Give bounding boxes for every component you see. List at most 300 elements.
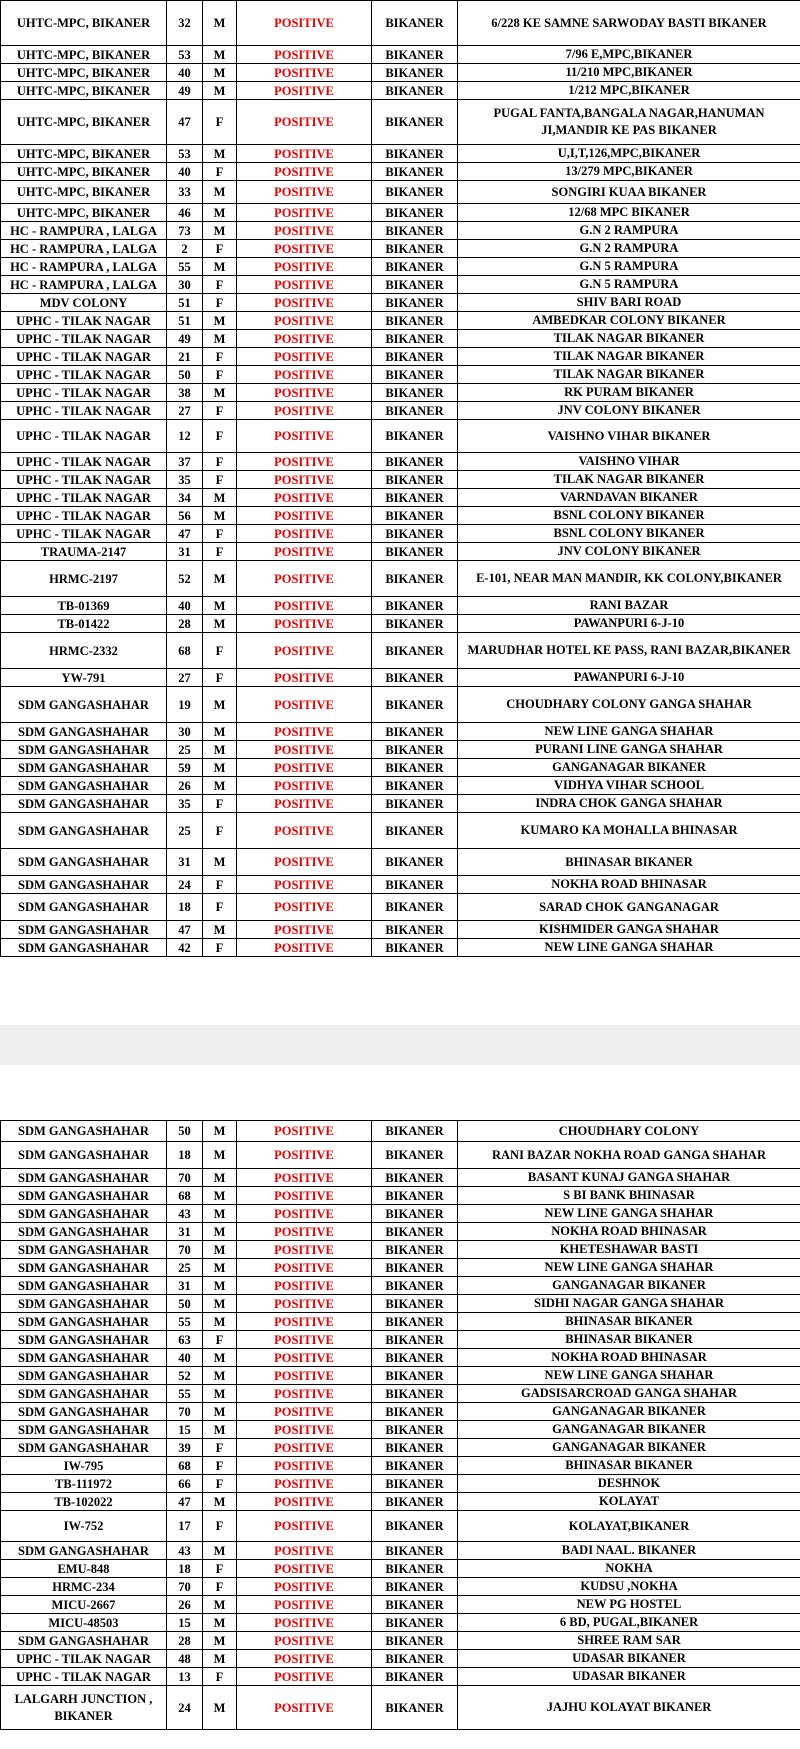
cell-sex: M bbox=[203, 1187, 237, 1205]
cell-address: GADSISARCROAD GANGA SHAHAR bbox=[458, 1385, 800, 1403]
cell-result: POSITIVE bbox=[237, 348, 372, 366]
cell-result: POSITIVE bbox=[237, 1457, 372, 1475]
cell-age: 2 bbox=[167, 240, 203, 258]
cell-age: 37 bbox=[167, 453, 203, 471]
cell-facility: UHTC-MPC, BIKANER bbox=[1, 181, 167, 204]
cell-age: 31 bbox=[167, 543, 203, 561]
cell-result: POSITIVE bbox=[237, 46, 372, 64]
cell-sex: M bbox=[203, 1686, 237, 1730]
cell-age: 34 bbox=[167, 489, 203, 507]
cell-result: POSITIVE bbox=[237, 384, 372, 402]
cell-age: 31 bbox=[167, 1223, 203, 1241]
cell-sex: F bbox=[203, 669, 237, 687]
cell-result: POSITIVE bbox=[237, 366, 372, 384]
cell-address: G.N 5 RAMPURA bbox=[458, 258, 800, 276]
cell-sex: F bbox=[203, 633, 237, 669]
cell-address: GANGANAGAR BIKANER bbox=[458, 1439, 800, 1457]
cell-facility: SDM GANGASHAHAR bbox=[1, 921, 167, 939]
cell-district: BIKANER bbox=[372, 1421, 458, 1439]
cell-address: BASANT KUNAJ GANGA SHAHAR bbox=[458, 1169, 800, 1187]
table-row bbox=[1, 687, 800, 723]
cell-facility: UHTC-MPC, BIKANER bbox=[1, 1, 167, 46]
cell-age: 70 bbox=[167, 1169, 203, 1187]
cell-age: 55 bbox=[167, 1313, 203, 1331]
cell-address: SARAD CHOK GANGANAGAR bbox=[458, 894, 800, 921]
cell-facility: SDM GANGASHAHAR bbox=[1, 1241, 167, 1259]
cell-age: 68 bbox=[167, 1187, 203, 1205]
cell-sex: F bbox=[203, 543, 237, 561]
cell-district: BIKANER bbox=[372, 633, 458, 669]
cell-sex: M bbox=[203, 222, 237, 240]
table-row bbox=[1, 1632, 800, 1650]
table-row bbox=[1, 1439, 800, 1457]
cell-age: 43 bbox=[167, 1205, 203, 1223]
cell-sex: M bbox=[203, 1169, 237, 1187]
cell-result: POSITIVE bbox=[237, 330, 372, 348]
cell-district: BIKANER bbox=[372, 402, 458, 420]
cell-facility: UPHC - TILAK NAGAR bbox=[1, 420, 167, 453]
cell-district: BIKANER bbox=[372, 1121, 458, 1142]
table-row bbox=[1, 1650, 800, 1668]
cell-age: 48 bbox=[167, 1650, 203, 1668]
cell-result: POSITIVE bbox=[237, 145, 372, 163]
cell-result: POSITIVE bbox=[237, 100, 372, 145]
cell-district: BIKANER bbox=[372, 1142, 458, 1169]
cell-sex: F bbox=[203, 1475, 237, 1493]
cell-facility: SDM GANGASHAHAR bbox=[1, 894, 167, 921]
cell-sex: M bbox=[203, 181, 237, 204]
cell-result: POSITIVE bbox=[237, 1421, 372, 1439]
cell-age: 63 bbox=[167, 1331, 203, 1349]
cell-district: BIKANER bbox=[372, 1295, 458, 1313]
cell-age: 42 bbox=[167, 939, 203, 957]
cell-age: 39 bbox=[167, 1439, 203, 1457]
table-row bbox=[1, 597, 800, 615]
cell-address: U,I,T,126,MPC,BIKANER bbox=[458, 145, 800, 163]
cell-address: CHOUDHARY COLONY GANGA SHAHAR bbox=[458, 687, 800, 723]
cell-result: POSITIVE bbox=[237, 1331, 372, 1349]
cell-facility: SDM GANGASHAHAR bbox=[1, 687, 167, 723]
cell-address: KOLAYAT,BIKANER bbox=[458, 1511, 800, 1542]
cell-sex: M bbox=[203, 1614, 237, 1632]
results-table-body bbox=[1, 1, 800, 957]
table-row bbox=[1, 777, 800, 795]
cell-facility: SDM GANGASHAHAR bbox=[1, 1439, 167, 1457]
cell-sex: M bbox=[203, 561, 237, 597]
cell-age: 25 bbox=[167, 741, 203, 759]
cell-district: BIKANER bbox=[372, 1169, 458, 1187]
cell-address: TILAK NAGAR BIKANER bbox=[458, 348, 800, 366]
cell-sex: M bbox=[203, 1277, 237, 1295]
cell-result: POSITIVE bbox=[237, 204, 372, 222]
cell-sex: F bbox=[203, 1439, 237, 1457]
table-row bbox=[1, 46, 800, 64]
cell-address: VAISHNO VIHAR bbox=[458, 453, 800, 471]
cell-facility: UHTC-MPC, BIKANER bbox=[1, 64, 167, 82]
cell-sex: M bbox=[203, 1403, 237, 1421]
cell-result: POSITIVE bbox=[237, 687, 372, 723]
cell-age: 18 bbox=[167, 1560, 203, 1578]
table-row bbox=[1, 507, 800, 525]
cell-result: POSITIVE bbox=[237, 276, 372, 294]
cell-result: POSITIVE bbox=[237, 561, 372, 597]
cell-facility: HRMC-2332 bbox=[1, 633, 167, 669]
cell-sex: F bbox=[203, 1331, 237, 1349]
cell-address: BSNL COLONY BIKANER bbox=[458, 525, 800, 543]
cell-age: 18 bbox=[167, 894, 203, 921]
table-row bbox=[1, 1542, 800, 1560]
cell-district: BIKANER bbox=[372, 163, 458, 181]
cell-sex: F bbox=[203, 1511, 237, 1542]
cell-sex: M bbox=[203, 1493, 237, 1511]
cell-facility: UHTC-MPC, BIKANER bbox=[1, 204, 167, 222]
table-row bbox=[1, 1295, 800, 1313]
table-row bbox=[1, 1457, 800, 1475]
cell-address: SHREE RAM SAR bbox=[458, 1632, 800, 1650]
cell-address: GANGANAGAR BIKANER bbox=[458, 1421, 800, 1439]
cell-age: 32 bbox=[167, 1, 203, 46]
cell-address: 7/96 E,MPC,BIKANER bbox=[458, 46, 800, 64]
cell-facility: SDM GANGASHAHAR bbox=[1, 1421, 167, 1439]
cell-address: JAJHU KOLAYAT BIKANER bbox=[458, 1686, 800, 1730]
cell-age: 50 bbox=[167, 366, 203, 384]
cell-district: BIKANER bbox=[372, 46, 458, 64]
table-row bbox=[1, 813, 800, 849]
cell-district: BIKANER bbox=[372, 1385, 458, 1403]
table-row bbox=[1, 876, 800, 894]
cell-age: 51 bbox=[167, 312, 203, 330]
cell-age: 53 bbox=[167, 46, 203, 64]
cell-district: BIKANER bbox=[372, 1439, 458, 1457]
cell-facility: IW-795 bbox=[1, 1457, 167, 1475]
cell-result: POSITIVE bbox=[237, 420, 372, 453]
cell-sex: F bbox=[203, 348, 237, 366]
cell-age: 50 bbox=[167, 1295, 203, 1313]
cell-district: BIKANER bbox=[372, 561, 458, 597]
cell-age: 66 bbox=[167, 1475, 203, 1493]
table-row bbox=[1, 240, 800, 258]
cell-age: 35 bbox=[167, 795, 203, 813]
cell-address: RANI BAZAR NOKHA ROAD GANGA SHAHAR bbox=[458, 1142, 800, 1169]
cell-sex: M bbox=[203, 759, 237, 777]
cell-address: INDRA CHOK GANGA SHAHAR bbox=[458, 795, 800, 813]
cell-address: KISHMIDER GANGA SHAHAR bbox=[458, 921, 800, 939]
cell-facility: EMU-848 bbox=[1, 1560, 167, 1578]
cell-result: POSITIVE bbox=[237, 543, 372, 561]
cell-district: BIKANER bbox=[372, 921, 458, 939]
cell-district: BIKANER bbox=[372, 795, 458, 813]
cell-address: G.N 5 RAMPURA bbox=[458, 276, 800, 294]
cell-district: BIKANER bbox=[372, 525, 458, 543]
cell-facility: MICU-2667 bbox=[1, 1596, 167, 1614]
cell-facility: UPHC - TILAK NAGAR bbox=[1, 525, 167, 543]
cell-sex: M bbox=[203, 1223, 237, 1241]
cell-age: 40 bbox=[167, 597, 203, 615]
cell-sex: M bbox=[203, 1367, 237, 1385]
cell-result: POSITIVE bbox=[237, 294, 372, 312]
cell-address: AMBEDKAR COLONY BIKANER bbox=[458, 312, 800, 330]
cell-sex: M bbox=[203, 1121, 237, 1142]
cell-result: POSITIVE bbox=[237, 489, 372, 507]
cell-age: 68 bbox=[167, 1457, 203, 1475]
cell-result: POSITIVE bbox=[237, 312, 372, 330]
cell-district: BIKANER bbox=[372, 1241, 458, 1259]
table-row bbox=[1, 1259, 800, 1277]
cell-district: BIKANER bbox=[372, 615, 458, 633]
cell-district: BIKANER bbox=[372, 1511, 458, 1542]
cell-result: POSITIVE bbox=[237, 1223, 372, 1241]
cell-result: POSITIVE bbox=[237, 1439, 372, 1457]
cell-sex: M bbox=[203, 1650, 237, 1668]
cell-age: 28 bbox=[167, 615, 203, 633]
cell-result: POSITIVE bbox=[237, 1169, 372, 1187]
cell-district: BIKANER bbox=[372, 1313, 458, 1331]
cell-sex: M bbox=[203, 1, 237, 46]
cell-result: POSITIVE bbox=[237, 222, 372, 240]
table-row bbox=[1, 1, 800, 46]
cell-address: NOKHA ROAD BHINASAR bbox=[458, 1223, 800, 1241]
cell-district: BIKANER bbox=[372, 723, 458, 741]
cell-result: POSITIVE bbox=[237, 633, 372, 669]
table-row bbox=[1, 561, 800, 597]
cell-sex: F bbox=[203, 1578, 237, 1596]
cell-result: POSITIVE bbox=[237, 507, 372, 525]
cell-address: RANI BAZAR bbox=[458, 597, 800, 615]
cell-facility: TB-01369 bbox=[1, 597, 167, 615]
cell-facility: HC - RAMPURA , LALGA bbox=[1, 276, 167, 294]
cell-district: BIKANER bbox=[372, 1205, 458, 1223]
cell-sex: M bbox=[203, 1295, 237, 1313]
cell-age: 28 bbox=[167, 1632, 203, 1650]
cell-address: VARNDAVAN BIKANER bbox=[458, 489, 800, 507]
cell-result: POSITIVE bbox=[237, 1650, 372, 1668]
cell-district: BIKANER bbox=[372, 597, 458, 615]
cell-result: POSITIVE bbox=[237, 1385, 372, 1403]
table-row bbox=[1, 1313, 800, 1331]
cell-result: POSITIVE bbox=[237, 240, 372, 258]
table-row bbox=[1, 1223, 800, 1241]
cell-district: BIKANER bbox=[372, 1367, 458, 1385]
cell-sex: M bbox=[203, 46, 237, 64]
cell-address: 12/68 MPC BIKANER bbox=[458, 204, 800, 222]
cell-facility: SDM GANGASHAHAR bbox=[1, 777, 167, 795]
cell-age: 18 bbox=[167, 1142, 203, 1169]
cell-facility: SDM GANGASHAHAR bbox=[1, 813, 167, 849]
cell-district: BIKANER bbox=[372, 687, 458, 723]
table-row bbox=[1, 1349, 800, 1367]
table-row bbox=[1, 258, 800, 276]
cell-district: BIKANER bbox=[372, 1403, 458, 1421]
table-row bbox=[1, 82, 800, 100]
cell-district: BIKANER bbox=[372, 849, 458, 876]
cell-address: NEW PG HOSTEL bbox=[458, 1596, 800, 1614]
cell-sex: M bbox=[203, 507, 237, 525]
cell-address: VAISHNO VIHAR BIKANER bbox=[458, 420, 800, 453]
cell-result: POSITIVE bbox=[237, 741, 372, 759]
cell-age: 53 bbox=[167, 145, 203, 163]
table-row bbox=[1, 1187, 800, 1205]
cell-sex: F bbox=[203, 876, 237, 894]
cell-facility: SDM GANGASHAHAR bbox=[1, 1169, 167, 1187]
cell-age: 19 bbox=[167, 687, 203, 723]
cell-result: POSITIVE bbox=[237, 1, 372, 46]
table-row bbox=[1, 1205, 800, 1223]
cell-district: BIKANER bbox=[372, 543, 458, 561]
cell-result: POSITIVE bbox=[237, 1259, 372, 1277]
cell-address: PAWANPURI 6-J-10 bbox=[458, 615, 800, 633]
cell-age: 25 bbox=[167, 1259, 203, 1277]
table-row bbox=[1, 849, 800, 876]
results-table-body bbox=[1, 1121, 800, 1730]
cell-result: POSITIVE bbox=[237, 258, 372, 276]
cell-facility: UHTC-MPC, BIKANER bbox=[1, 82, 167, 100]
cell-facility: UPHC - TILAK NAGAR bbox=[1, 471, 167, 489]
cell-address: 13/279 MPC,BIKANER bbox=[458, 163, 800, 181]
cell-age: 50 bbox=[167, 1121, 203, 1142]
cell-address: SONGIRI KUAA BIKANER bbox=[458, 181, 800, 204]
table-row bbox=[1, 1511, 800, 1542]
cell-result: POSITIVE bbox=[237, 777, 372, 795]
cell-sex: M bbox=[203, 849, 237, 876]
table-row bbox=[1, 1668, 800, 1686]
cell-result: POSITIVE bbox=[237, 1493, 372, 1511]
table-row bbox=[1, 222, 800, 240]
cell-district: BIKANER bbox=[372, 276, 458, 294]
cell-sex: M bbox=[203, 312, 237, 330]
cell-facility: SDM GANGASHAHAR bbox=[1, 1331, 167, 1349]
cell-facility: HRMC-234 bbox=[1, 1578, 167, 1596]
table-row bbox=[1, 1578, 800, 1596]
cell-sex: M bbox=[203, 1259, 237, 1277]
cell-facility: TB-01422 bbox=[1, 615, 167, 633]
cell-address: RK PURAM BIKANER bbox=[458, 384, 800, 402]
cell-sex: M bbox=[203, 777, 237, 795]
cell-district: BIKANER bbox=[372, 1614, 458, 1632]
cell-address: G.N 2 RAMPURA bbox=[458, 222, 800, 240]
cell-age: 55 bbox=[167, 258, 203, 276]
cell-sex: M bbox=[203, 1632, 237, 1650]
table-row bbox=[1, 1596, 800, 1614]
cell-facility: HRMC-2197 bbox=[1, 561, 167, 597]
cell-result: POSITIVE bbox=[237, 82, 372, 100]
cell-age: 27 bbox=[167, 669, 203, 687]
cell-sex: F bbox=[203, 402, 237, 420]
cell-age: 70 bbox=[167, 1241, 203, 1259]
cell-facility: SDM GANGASHAHAR bbox=[1, 1349, 167, 1367]
cell-sex: M bbox=[203, 723, 237, 741]
cell-address: BHINASAR BIKANER bbox=[458, 1457, 800, 1475]
cell-result: POSITIVE bbox=[237, 1668, 372, 1686]
cell-sex: F bbox=[203, 1668, 237, 1686]
cell-district: BIKANER bbox=[372, 741, 458, 759]
cell-district: BIKANER bbox=[372, 1187, 458, 1205]
cell-district: BIKANER bbox=[372, 348, 458, 366]
cell-facility: SDM GANGASHAHAR bbox=[1, 1403, 167, 1421]
cell-address: 6/228 KE SAMNE SARWODAY BASTI BIKANER bbox=[458, 1, 800, 46]
table-row bbox=[1, 1367, 800, 1385]
cell-district: BIKANER bbox=[372, 82, 458, 100]
table-row bbox=[1, 384, 800, 402]
cell-facility: SDM GANGASHAHAR bbox=[1, 1542, 167, 1560]
cell-result: POSITIVE bbox=[237, 759, 372, 777]
cell-result: POSITIVE bbox=[237, 1367, 372, 1385]
cell-sex: M bbox=[203, 330, 237, 348]
cell-facility: SDM GANGASHAHAR bbox=[1, 1367, 167, 1385]
cell-age: 25 bbox=[167, 813, 203, 849]
cell-age: 47 bbox=[167, 525, 203, 543]
table-row bbox=[1, 330, 800, 348]
cell-age: 59 bbox=[167, 759, 203, 777]
cell-district: BIKANER bbox=[372, 100, 458, 145]
cell-district: BIKANER bbox=[372, 1668, 458, 1686]
table-row bbox=[1, 1169, 800, 1187]
cell-address: VIDHYA VIHAR SCHOOL bbox=[458, 777, 800, 795]
table-row bbox=[1, 294, 800, 312]
cell-age: 70 bbox=[167, 1403, 203, 1421]
cell-address: 6 BD, PUGAL,BIKANER bbox=[458, 1614, 800, 1632]
cell-sex: M bbox=[203, 258, 237, 276]
cell-facility: UPHC - TILAK NAGAR bbox=[1, 330, 167, 348]
cell-address: SIDHI NAGAR GANGA SHAHAR bbox=[458, 1295, 800, 1313]
table-row bbox=[1, 543, 800, 561]
cell-age: 46 bbox=[167, 204, 203, 222]
cell-result: POSITIVE bbox=[237, 525, 372, 543]
cell-facility: YW-791 bbox=[1, 669, 167, 687]
table-row bbox=[1, 453, 800, 471]
cell-sex: F bbox=[203, 939, 237, 957]
cell-facility: SDM GANGASHAHAR bbox=[1, 1187, 167, 1205]
cell-address: NOKHA ROAD BHINASAR bbox=[458, 1349, 800, 1367]
cell-sex: F bbox=[203, 471, 237, 489]
table-row bbox=[1, 741, 800, 759]
cell-address: GANGANAGAR BIKANER bbox=[458, 1277, 800, 1295]
cell-facility: UPHC - TILAK NAGAR bbox=[1, 453, 167, 471]
cell-age: 38 bbox=[167, 384, 203, 402]
cell-result: POSITIVE bbox=[237, 1542, 372, 1560]
cell-district: BIKANER bbox=[372, 1223, 458, 1241]
table-row bbox=[1, 64, 800, 82]
cell-facility: SDM GANGASHAHAR bbox=[1, 1632, 167, 1650]
cell-result: POSITIVE bbox=[237, 795, 372, 813]
page-separator bbox=[0, 1025, 800, 1065]
cell-sex: M bbox=[203, 1205, 237, 1223]
cell-district: BIKANER bbox=[372, 507, 458, 525]
cell-address: TILAK NAGAR BIKANER bbox=[458, 330, 800, 348]
cell-address: BHINASAR BIKANER bbox=[458, 1331, 800, 1349]
cell-sex: M bbox=[203, 921, 237, 939]
cell-sex: F bbox=[203, 294, 237, 312]
cell-sex: F bbox=[203, 813, 237, 849]
cell-district: BIKANER bbox=[372, 777, 458, 795]
cell-sex: M bbox=[203, 741, 237, 759]
cell-facility: UPHC - TILAK NAGAR bbox=[1, 507, 167, 525]
cell-district: BIKANER bbox=[372, 1, 458, 46]
table-row bbox=[1, 100, 800, 145]
cell-facility: TB-102022 bbox=[1, 1493, 167, 1511]
table-row bbox=[1, 312, 800, 330]
cell-facility: SDM GANGASHAHAR bbox=[1, 1205, 167, 1223]
cell-address: NEW LINE GANGA SHAHAR bbox=[458, 939, 800, 957]
table-row bbox=[1, 615, 800, 633]
cell-address: UDASAR BIKANER bbox=[458, 1668, 800, 1686]
table-row bbox=[1, 276, 800, 294]
cell-result: POSITIVE bbox=[237, 1632, 372, 1650]
cell-sex: F bbox=[203, 894, 237, 921]
cell-sex: M bbox=[203, 687, 237, 723]
results-table-page-2 bbox=[0, 1120, 800, 1730]
cell-address: SHIV BARI ROAD bbox=[458, 294, 800, 312]
cell-age: 52 bbox=[167, 561, 203, 597]
